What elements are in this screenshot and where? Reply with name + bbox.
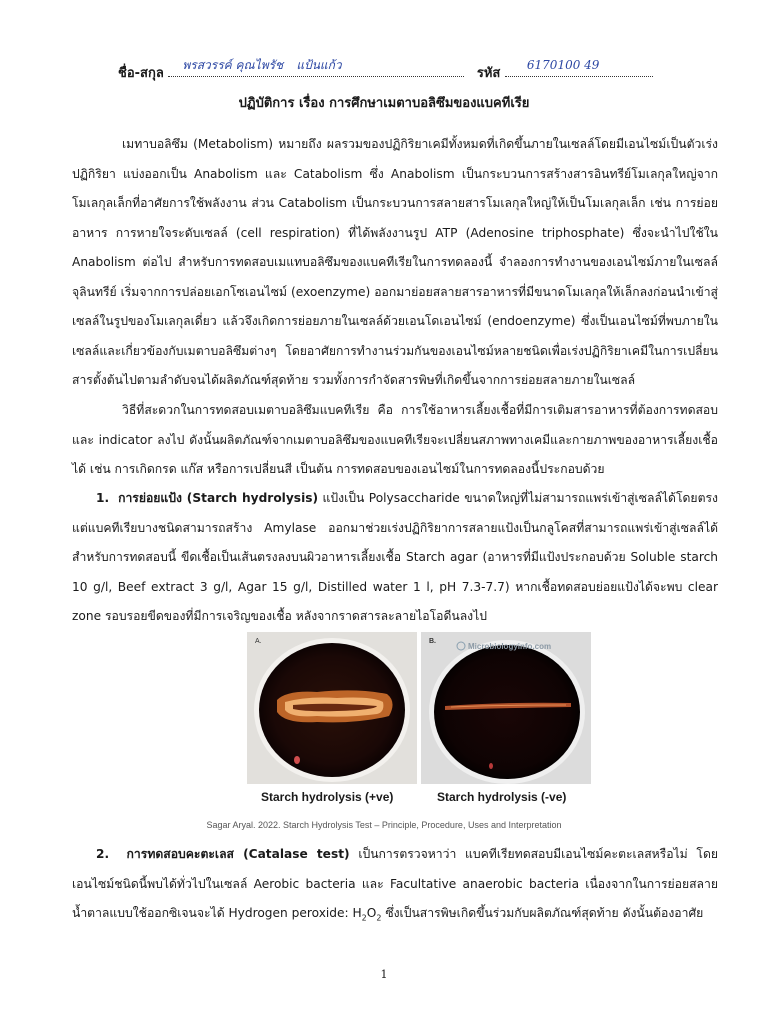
page-number: 1	[380, 968, 388, 981]
id-label: รหัส	[476, 66, 501, 81]
petri-dish-positive-image	[247, 632, 417, 784]
figure-caption-row	[247, 788, 593, 808]
plate-negative-photo	[421, 632, 591, 784]
watermark-text: Microbiologyinfo.com	[468, 642, 552, 651]
item-2-heading: การทดสอบคะตะเลส (Catalase test)	[126, 847, 350, 861]
item-2-body-start: เป็นการตรวจหาว่า แบคทีเรียทดสอบมีเอนไซม์คะตะเลสหรือไม่ โดยเอนไซม์ชนิดนี้พบได้ทั่วไปในเซลล์ Aerobic bacteria และ Facultative anaerobic bacteria เนื่องจากในการย่อยสลายน้ำตาลแบบใช้ออกซิเจนจะได้ Hydrogen peroxide: H	[72, 847, 719, 920]
handwritten-id: 6170100 49	[526, 58, 600, 72]
document-title: ปฏิบัติการ เรื่อง การศึกษาเมตาบอลิซึมของแบคทีเรีย	[238, 96, 530, 111]
caption-positive: Starch hydrolysis (+ve)	[261, 790, 394, 804]
plate-a-letter: A.	[255, 638, 262, 645]
item-starch	[72, 484, 718, 632]
h2o2-sub-2: 2	[376, 913, 382, 923]
item-1-heading: การย่อยแป้ง (Starch hydrolysis)	[118, 491, 319, 505]
name-label: ชื่อ-สกุล	[118, 66, 164, 81]
item-1-number: 1.	[96, 491, 110, 505]
method-paragraph: วิธีที่สะดวกในการทดสอบเมตาบอลิซึมแบคทีเรีย คือ การใช้อาหารเลี้ยงเชื้อที่มีการเติมสารอาหารที่ต้องการทดสอบและ indicator ลงไป ดังนั้นผลิตภัณฑ์จากเมตาบอลิซึมของแบคทีเรียจะเปลี่ยนสภาพทางเคมีและกายภาพของอาหารเลี้ยงเชื้อได้ เช่น การเกิดกรด แก๊ส หรือการเปลี่ยนสี เป็นต้น การทดสอบของเอนไซม์ในการทดลองนี้ประกอบด้วย	[72, 403, 718, 476]
item-1-body: แป้งเป็น Polysaccharide ขนาดใหญ่ที่ไม่สามารถแพร่เข้าสู่เซลล์ได้โดยตรง แต่แบคทีเรียบางชนิดสามารถสร้าง Amylase ออกมาช่วยเร่งปฏิกิริยาการสลายแป้งเป็นกลูโคสที่สามารถแพร่เข้าสู่เซลล์ได้ สำหรับการทดสอบนี้ ขีดเชื้อเป็นเส้นตรงลงบนผิวอาหารเลี้ยงเชื้อ Starch agar (อาหารที่มีแป้งประกอบด้วย Soluble starch 10 g/l, Beef extract 3 g/l, Agar 15 g/l, Distilled water 1 l, pH 7.3-7.7) หากเชื้อทดสอบย่อยแป้งได้จะพบ clear zone รอบรอยขีดของที่มีการเจริญของเชื้อ หลังจากราดสารละลายไอโอดีนลงไป	[72, 491, 718, 623]
starch-hydrolysis-figure	[247, 632, 593, 808]
plate-positive-photo	[247, 632, 417, 784]
header-line	[118, 58, 678, 84]
microbiology-logo-icon	[457, 642, 465, 650]
item-2-number: 2.	[96, 847, 110, 861]
h2o2-sub-1: 2	[361, 913, 367, 923]
plate-b-letter: B.	[429, 638, 436, 645]
name-field	[168, 58, 464, 77]
caption-negative: Starch hydrolysis (-ve)	[437, 790, 567, 804]
item-2-body-end: ซึ่งเป็นสารพิษเกิดขึ้นร่วมกับผลิตภัณฑ์สุดท้าย ดังนั้นต้องอาศัย	[381, 906, 704, 920]
h2o2-o: O	[366, 906, 377, 920]
handwritten-surname: แป้นแก้ว	[296, 58, 342, 72]
id-field	[505, 58, 653, 77]
item-catalase	[72, 840, 718, 933]
petri-dish-negative-image	[421, 632, 591, 784]
intro-paragraph: เมทาบอลิซึม (Metabolism) หมายถึง ผลรวมของปฏิกิริยาเคมีทั้งหมดที่เกิดขึ้นภายในเซลล์โดยมีเอนไซม์เป็นตัวเร่งปฏิกิริยา แบ่งออกเป็น Anabolism และ Catabolism ซึ่ง Anabolism เป็นกระบวนการสร้างสารอินทรีย์โมเลกุลใหญ่จากโมเลกุลเล็กที่อาศัยการใช้พลังงาน ส่วน Catabolism เป็นกระบวนการสลายสารโมเลกุลใหญ่ให้เป็นโมเลกุลเล็ก เช่น การย่อยอาหาร การหายใจระดับเซลล์ (cell respiration) ที่ได้พลังงานรูป ATP (Adenosine triphosphate) ซึ่งจะนำไปใช้ใน Anabolism ต่อไป สำหรับการทดสอบเมแทบอลิซึมของแบคทีเรียในการทดลองนี้ จำลองการทำงานของเอนไซม์ภายในเซลล์จุลินทรีย์ เริ่มจากการปล่อยเอกโซเอนไซม์ (exoenzyme) ออกมาย่อยสลายสารอาหารที่มีขนาดโมเลกุลให้เล็กลงก่อนนำเข้าสู่เซลล์ในรูปของโมเลกุลเดี่ยว แล้วจึงเกิดการย่อยภายในเซลล์ด้วยเอนโดเอนไซม์ (endoenzyme) ซึ่งเป็นเอนไซม์ที่พบภายในเซลล์และเกี่ยวข้องกับเมตาบอลิซึมต่างๆ โดยอาศัยการทำงานร่วมกันของเอนไซม์หลายชนิดเพื่อเร่งปฏิกิริยาเคมีในการเปลี่ยนสารตั้งต้นไปตามลำดับจนได้ผลิตภัณฑ์สุดท้าย รวมทั้งการกำจัดสารพิษที่เกิดขึ้นจากการย่อยสลายภายในเซลล์	[72, 137, 718, 387]
handwritten-name: พรสวรรค์ คุณไพรัช	[182, 58, 284, 72]
figure-source: Sagar Aryal. 2022. Starch Hydrolysis Test – Principle, Procedure, Uses and Interpretation	[206, 820, 562, 830]
